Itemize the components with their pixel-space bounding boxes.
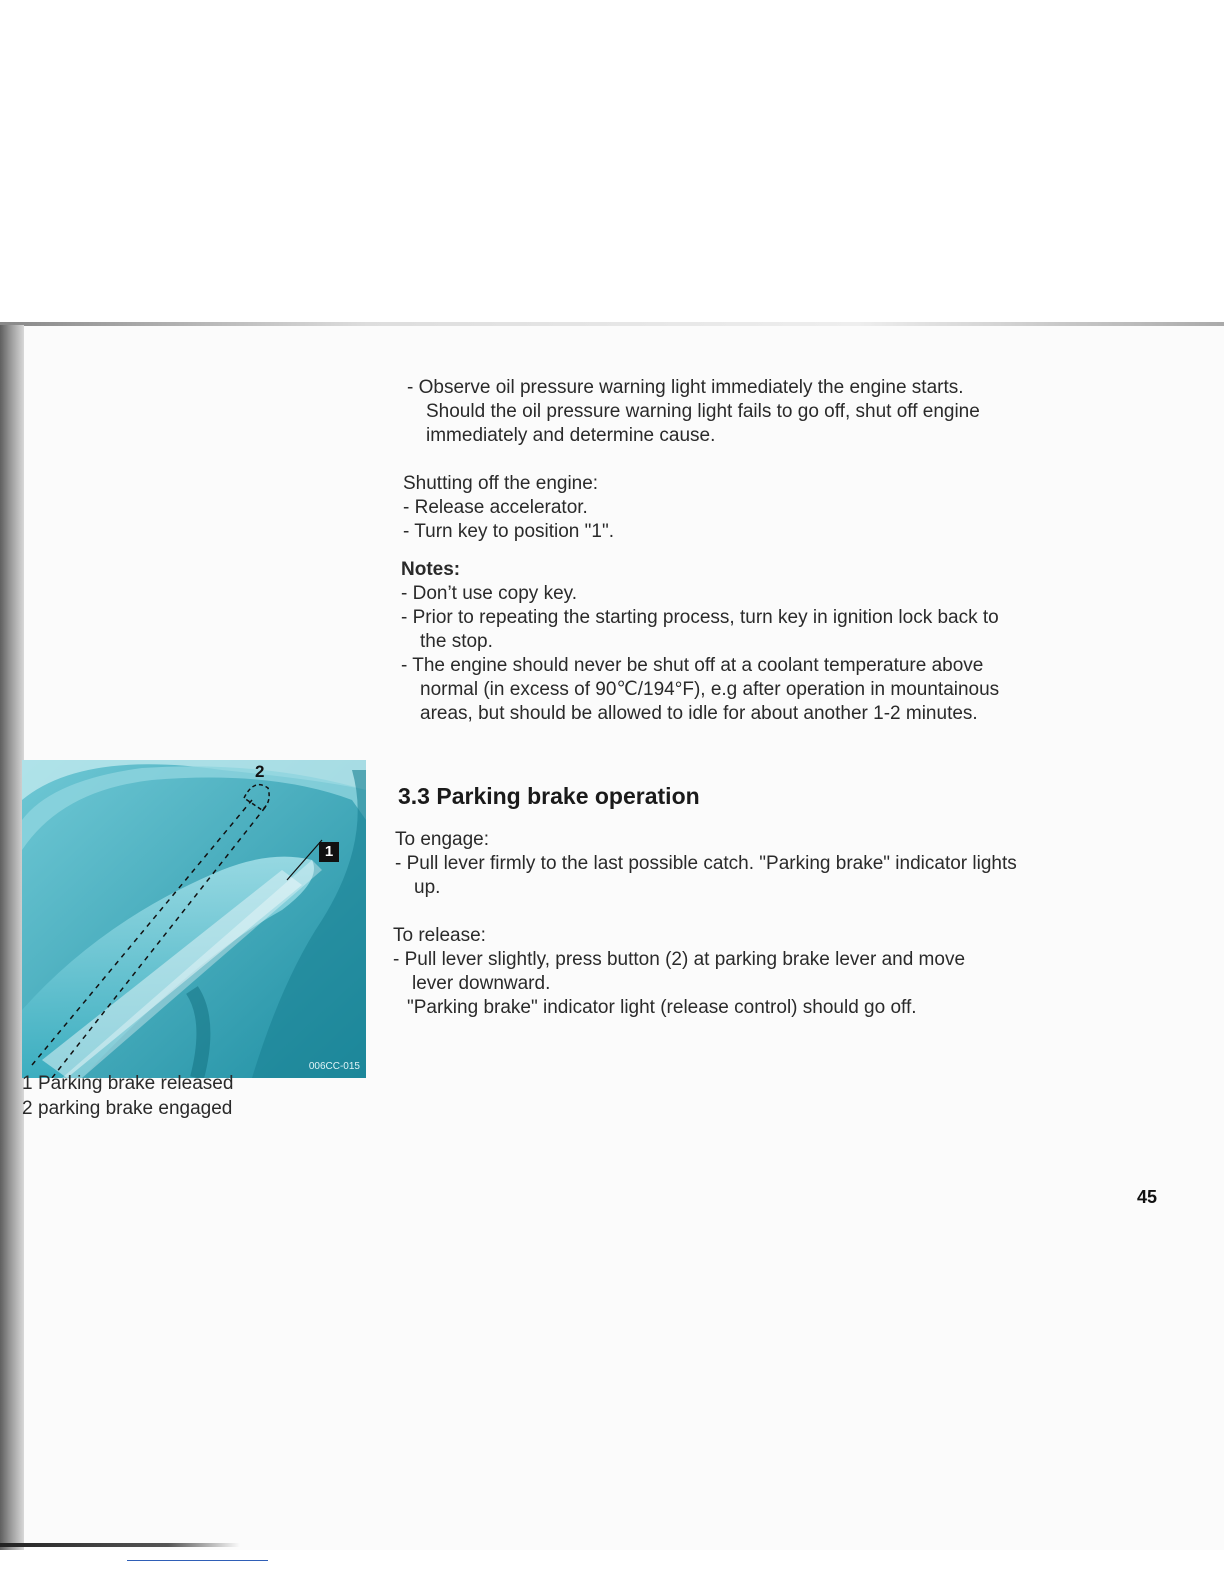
notes-line: normal (in excess of 90℃/194°F), e.g after operation in mountainous [420, 679, 1000, 700]
notes-line: - The engine should never be shut off at a coolant temperature above [401, 655, 984, 676]
release-heading: To release: [393, 925, 486, 946]
shutoff-item: - Turn key to position "1". [403, 521, 614, 542]
notes-line: - Prior to repeating the starting process, turn key in ignition lock back to [401, 607, 999, 628]
notes-line: - Don’t use copy key. [401, 583, 578, 604]
text-line: Should the oil pressure warning light fails to go off, shut off engine [426, 401, 980, 422]
release-block [393, 924, 965, 1020]
engage-heading: To engage: [395, 829, 490, 850]
release-line: "Parking brake" indicator light (release control) should go off. [407, 997, 917, 1018]
notes-heading: Notes: [401, 559, 461, 580]
caption-number: 1 [22, 1073, 33, 1094]
notes-line: the stop. [420, 631, 493, 652]
page-top-edge [0, 322, 1224, 326]
page-binding-shadow [0, 325, 24, 1550]
shutoff-heading: Shutting off the engine: [403, 473, 599, 494]
text-line: - Observe oil pressure warning light immediately the engine starts. [407, 377, 964, 398]
parking-brake-illustration [22, 760, 366, 1078]
page-number: 45 [1137, 1187, 1158, 1207]
callout-1: 1 [319, 842, 339, 862]
release-line: - Pull lever slightly, press button (2) at parking brake lever and move [393, 949, 966, 970]
engage-line: - Pull lever firmly to the last possible catch. "Parking brake" indicator lights [395, 853, 1017, 874]
engage-block [395, 828, 1017, 900]
section-title: 3.3 Parking brake operation [398, 783, 700, 809]
notes-block [401, 558, 999, 726]
figure-code: 006CC-015 [308, 1061, 360, 1072]
caption-text: Parking brake released [38, 1073, 234, 1094]
release-line: lever downward. [412, 973, 551, 994]
shutoff-block [403, 472, 614, 544]
caption-number: 2 [22, 1098, 33, 1119]
figure-caption-1 [22, 1073, 233, 1095]
link-underline [127, 1560, 268, 1561]
figure-caption-2 [22, 1098, 232, 1120]
notes-line: areas, but should be allowed to idle for about another 1-2 minutes. [420, 703, 978, 724]
oil-pressure-paragraph [407, 376, 980, 448]
shutoff-item: - Release accelerator. [403, 497, 588, 518]
callout-2: 2 [255, 762, 265, 781]
engage-line: up. [414, 877, 441, 898]
page-bottom-edge [0, 1543, 240, 1547]
text-line: immediately and determine cause. [426, 425, 716, 446]
caption-text: parking brake engaged [38, 1098, 233, 1119]
parking-brake-figure [22, 760, 366, 1078]
